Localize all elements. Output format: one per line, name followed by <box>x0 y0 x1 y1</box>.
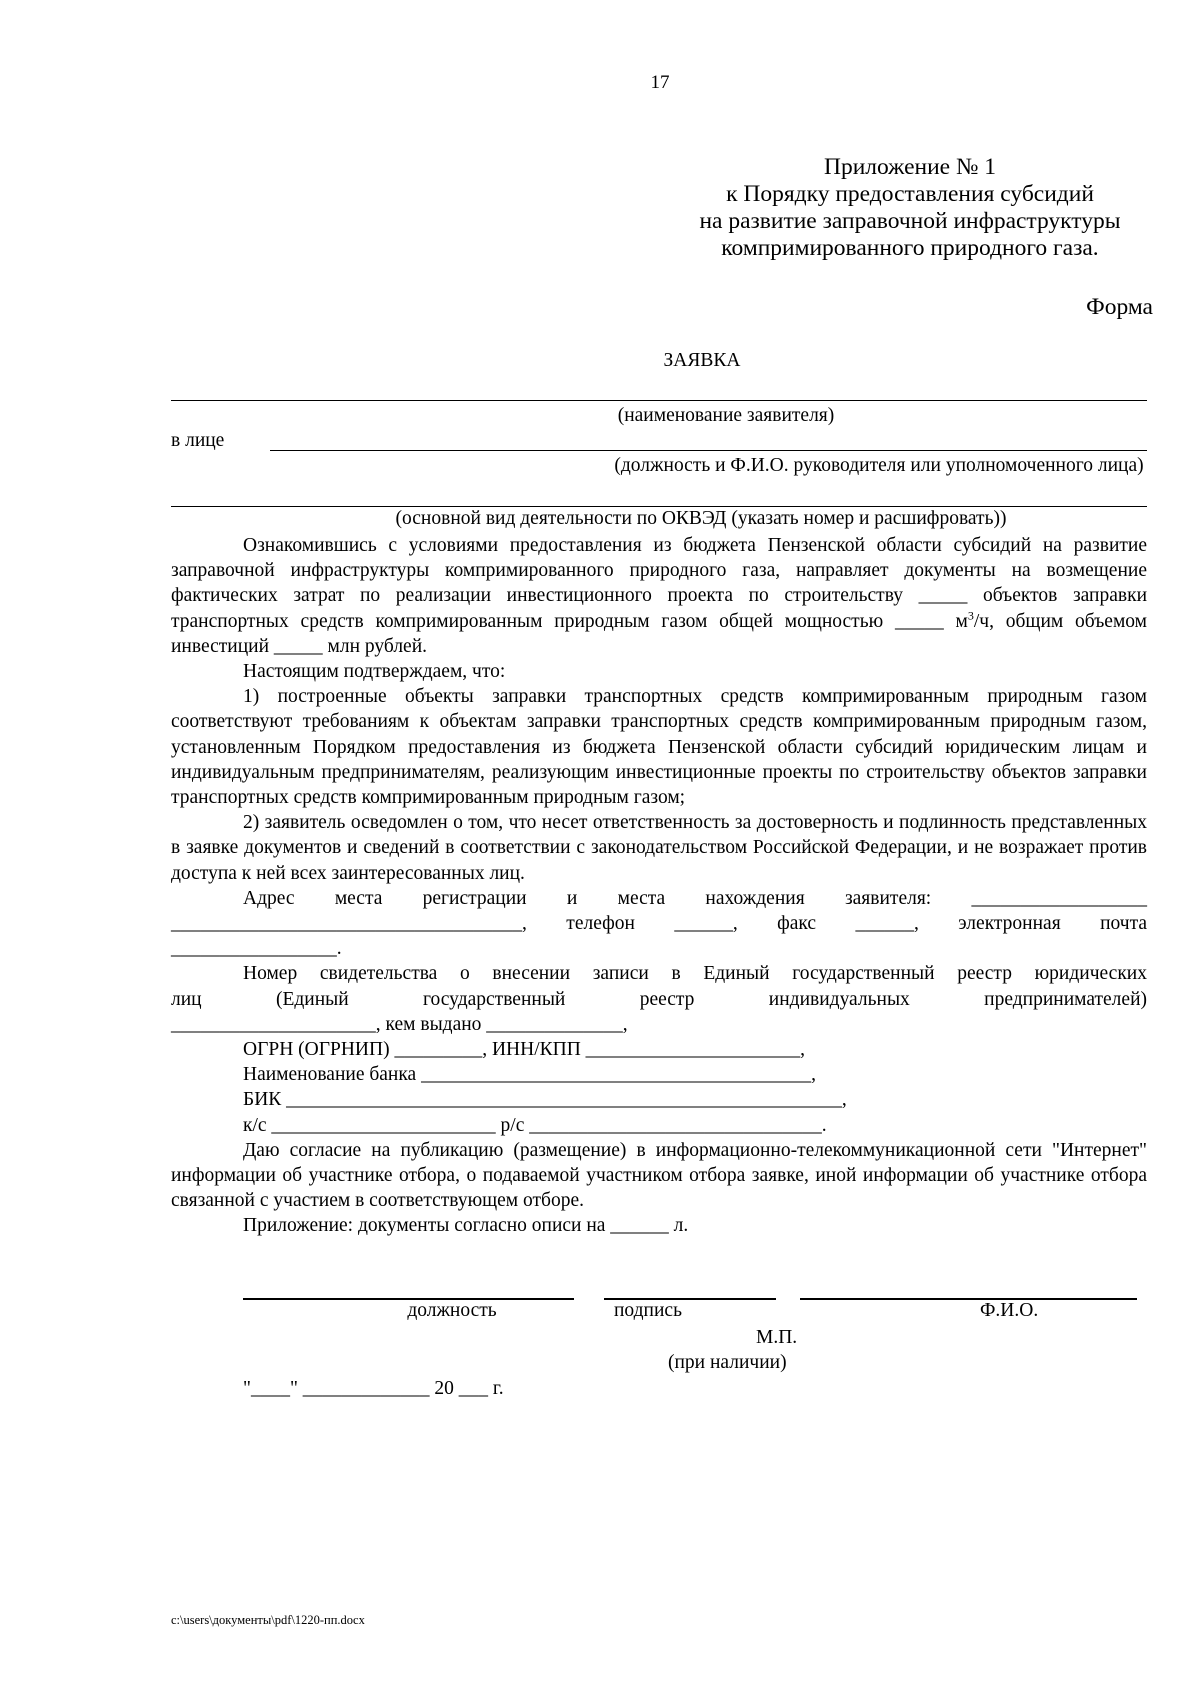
address-line-2: ____________________________________, телефон ______, факс ______, электронная почта <box>171 913 1147 935</box>
intro-paragraph <box>171 533 1147 659</box>
account-line: к/с _______________________ р/с ______________________________. <box>243 1114 827 1136</box>
position-caption: должность <box>407 1300 497 1321</box>
intro-text: Ознакомившись с условиями предоставления из бюджета Пензенской области субсидий на развитие заправочной инфраструктуры компримированного природного газа, направляет документы на возмещение фактических затрат по реализации инвестиционного проекта по строительству _____ объектов заправки транспортных средств компримированным природным газом общей мощностью _____ м <box>171 535 1147 632</box>
address-line-1: Адрес места регистрации и места нахождения заявителя: __________________ <box>243 887 1147 909</box>
fio-signature-line <box>800 1298 1137 1300</box>
cert-line-2: лиц (Единый государственный реестр индивидуальных предпринимателей) <box>171 988 1147 1010</box>
confirm-item-2: 2) заявитель осведомлен о том, что несет ответственность за достоверность и подлинность представленных в заявке документов и сведений в соответствии с законодательством Российской Федерации, и не возражает против доступа к ней всех заинтересованных лиц. <box>171 812 1147 884</box>
applicant-name-line <box>171 400 1147 401</box>
bank-line: Наименование банка ________________________________________, <box>243 1064 816 1086</box>
appendix-line-2: к Порядку предоставления субсидий <box>726 181 1094 207</box>
appendix-header <box>640 154 1180 262</box>
fio-caption: Ф.И.О. <box>980 1300 1039 1321</box>
appendix-line-1: Приложение № 1 <box>823 154 997 180</box>
date-line: "____" _____________ 20 ___ г. <box>243 1378 504 1399</box>
stamp-label: М.П. <box>756 1327 798 1348</box>
bik-line: БИК _________________________________________________________, <box>243 1089 847 1111</box>
address-line-3: _________________. <box>171 938 342 960</box>
attachment-line: Приложение: документы согласно описи на ______ л. <box>243 1215 689 1237</box>
position-fio-caption: (должность и Ф.И.О. руководителя или уполномоченного лица) <box>614 455 1144 476</box>
appendix-line-3: на развитие заправочной инфраструктуры <box>699 208 1121 234</box>
cert-line-3: _____________________, кем выдано ______________, <box>171 1013 628 1035</box>
in-person-line <box>270 450 1147 451</box>
consent-paragraph: Даю согласие на публикацию (размещение) в информационно-телекоммуникационной сети "Интернет" информации об участнике отбора, о подаваемой участником отбора заявке, иной информации об участнике отбора связанной с участием в соответствующем отборе. <box>171 1139 1147 1212</box>
appendix-line-4: компримированного природного газа. <box>721 235 1099 261</box>
confirm-item-1: 1) построенные объекты заправки транспортных средств компримированным природным газом соответствуют требованиям к объектам заправки транспортных средств компримированным природным газом, установленным Порядком предоставления из бюджета Пензенской области субсидий юридическим лицам и индивидуальным предпринимателям, реализующим инвестиционные проекты по строительству объектов заправки транспортных средств компримированным природным газом; <box>171 686 1147 809</box>
file-path-footer: c:\users\документы\pdf\1220-пп.docx <box>171 1613 365 1627</box>
in-person-label: в лице <box>171 430 225 451</box>
sign-caption: подпись <box>614 1300 682 1321</box>
form-label: Форма <box>1086 294 1153 320</box>
confirm-paragraph: Настоящим подтверждаем, что: <box>243 661 506 683</box>
cert-line-1: Номер свидетельства о внесении записи в Единый государственный реестр юридических <box>243 963 1147 985</box>
applicant-caption: (наименование заявителя) <box>617 405 835 426</box>
intro-text-end: /ч, общим объемом инвестиций _____ млн рублей. <box>171 610 1148 657</box>
unit-superscript: 3 <box>967 608 974 623</box>
stamp-note: (при наличии) <box>668 1352 787 1373</box>
ogrn-line: ОГРН (ОГРНИП) _________, ИНН/КПП ______________________, <box>243 1039 806 1061</box>
okved-line <box>171 506 1147 507</box>
application-body <box>171 533 1147 1239</box>
page-number: 17 <box>650 72 670 93</box>
okved-caption: (основной вид деятельности по ОКВЭД (указать номер и расшифровать)) <box>395 508 1007 529</box>
document-title: ЗАЯВКА <box>663 350 741 371</box>
